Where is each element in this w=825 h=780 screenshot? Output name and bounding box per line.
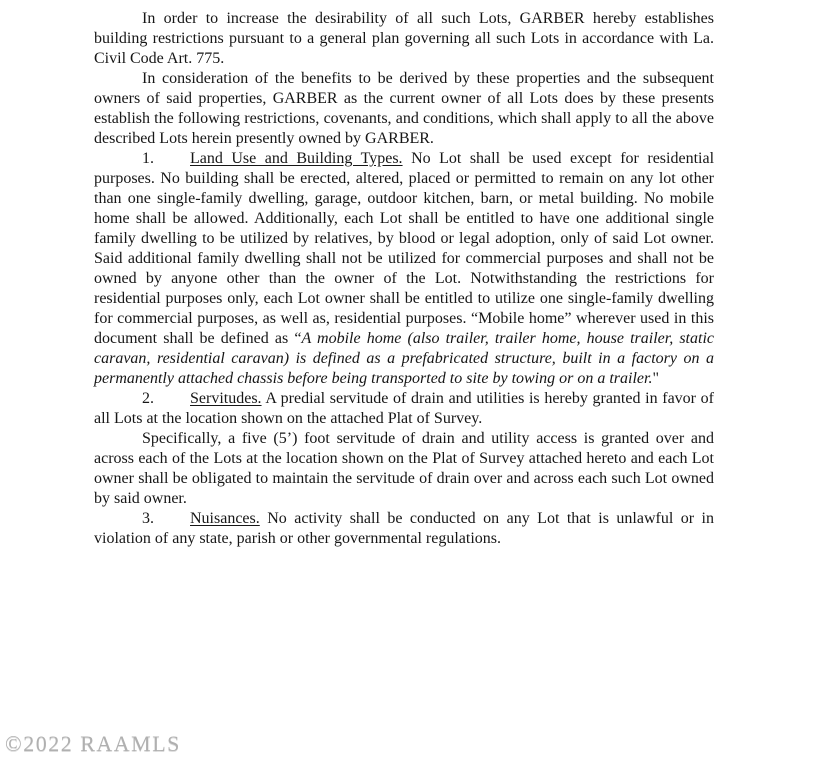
section-1-land-use bbox=[94, 149, 714, 389]
section-1-heading: Land Use and Building Types. bbox=[190, 150, 403, 167]
section-3-nuisances bbox=[94, 509, 714, 549]
mobile-home-definition-italic: A mobile home (also trailer, trailer home, house trailer, static caravan, residential caravan) is defined as a prefabricated structure, built in a factory on a permanently attached chassis before being transported to site by towing or on a trailer. bbox=[94, 330, 714, 387]
intro-paragraph-2: In consideration of the benefits to be derived by these properties and the subsequent owners of said properties, GARBER as the current owner of all Lots does by these presents establish the following restrictions, covenants, and conditions, which shall apply to all the above described Lots herein presently owned by GARBER. bbox=[94, 70, 714, 147]
document-text-block bbox=[94, 9, 714, 549]
servitude-detail-paragraph: Specifically, a five (5’) foot servitude of drain and utility access is granted over and across each of the Lots at the location shown on the Plat of Survey attached hereto and each Lot owner shall be obligated to maintain the servitude of drain over and across each such Lot owned by said owner. bbox=[94, 430, 714, 507]
section-3-text: No activity shall be conducted on any Lot that is unlawful or in violation of any state, parish or other governmental regulations. bbox=[94, 510, 715, 547]
watermark: ©2022 RAAMLS bbox=[5, 731, 181, 756]
section-2-number: 2. bbox=[142, 390, 154, 407]
section-2-heading: Servitudes. bbox=[190, 390, 262, 407]
section-1-text: No Lot shall be used except for residential purposes. No building shall be erected, altered, placed or permitted to remain on any lot other than one single-family dwelling, garage, outdoor kitchen, barn, or metal building. No mobile home shall be allowed. Additionally, each Lot shall be entitled to have one additional single family dwelling to be utilized by relatives, by blood or legal adoption, only of said Lot owner. Said additional family dwelling shall not be utilized for commercial purposes and shall not be owned by anyone other than the owner of the Lot. Notwithstanding the restrictions for residential purposes only, each Lot owner shall be entitled to utilize one single-family dwelling for commercial purposes, as well as, residential purposes. “Mobile home” wherever used in this document shall be defined as “ bbox=[94, 150, 715, 347]
intro-paragraph-1: In order to increase the desirability of all such Lots, GARBER hereby establishes building restrictions pursuant to a general plan governing all such Lots in accordance with La. Civil Code Art. 775. bbox=[94, 10, 714, 67]
section-1-number: 1. bbox=[142, 150, 154, 167]
closing-quote: " bbox=[652, 370, 659, 387]
section-2-text: A predial servitude of drain and utilities is hereby granted in favor of all Lots at the location shown on the attached Plat of Survey. bbox=[94, 390, 714, 427]
section-2-servitudes bbox=[94, 389, 714, 429]
section-3-number: 3. bbox=[142, 510, 154, 527]
section-3-heading: Nuisances. bbox=[190, 510, 260, 527]
